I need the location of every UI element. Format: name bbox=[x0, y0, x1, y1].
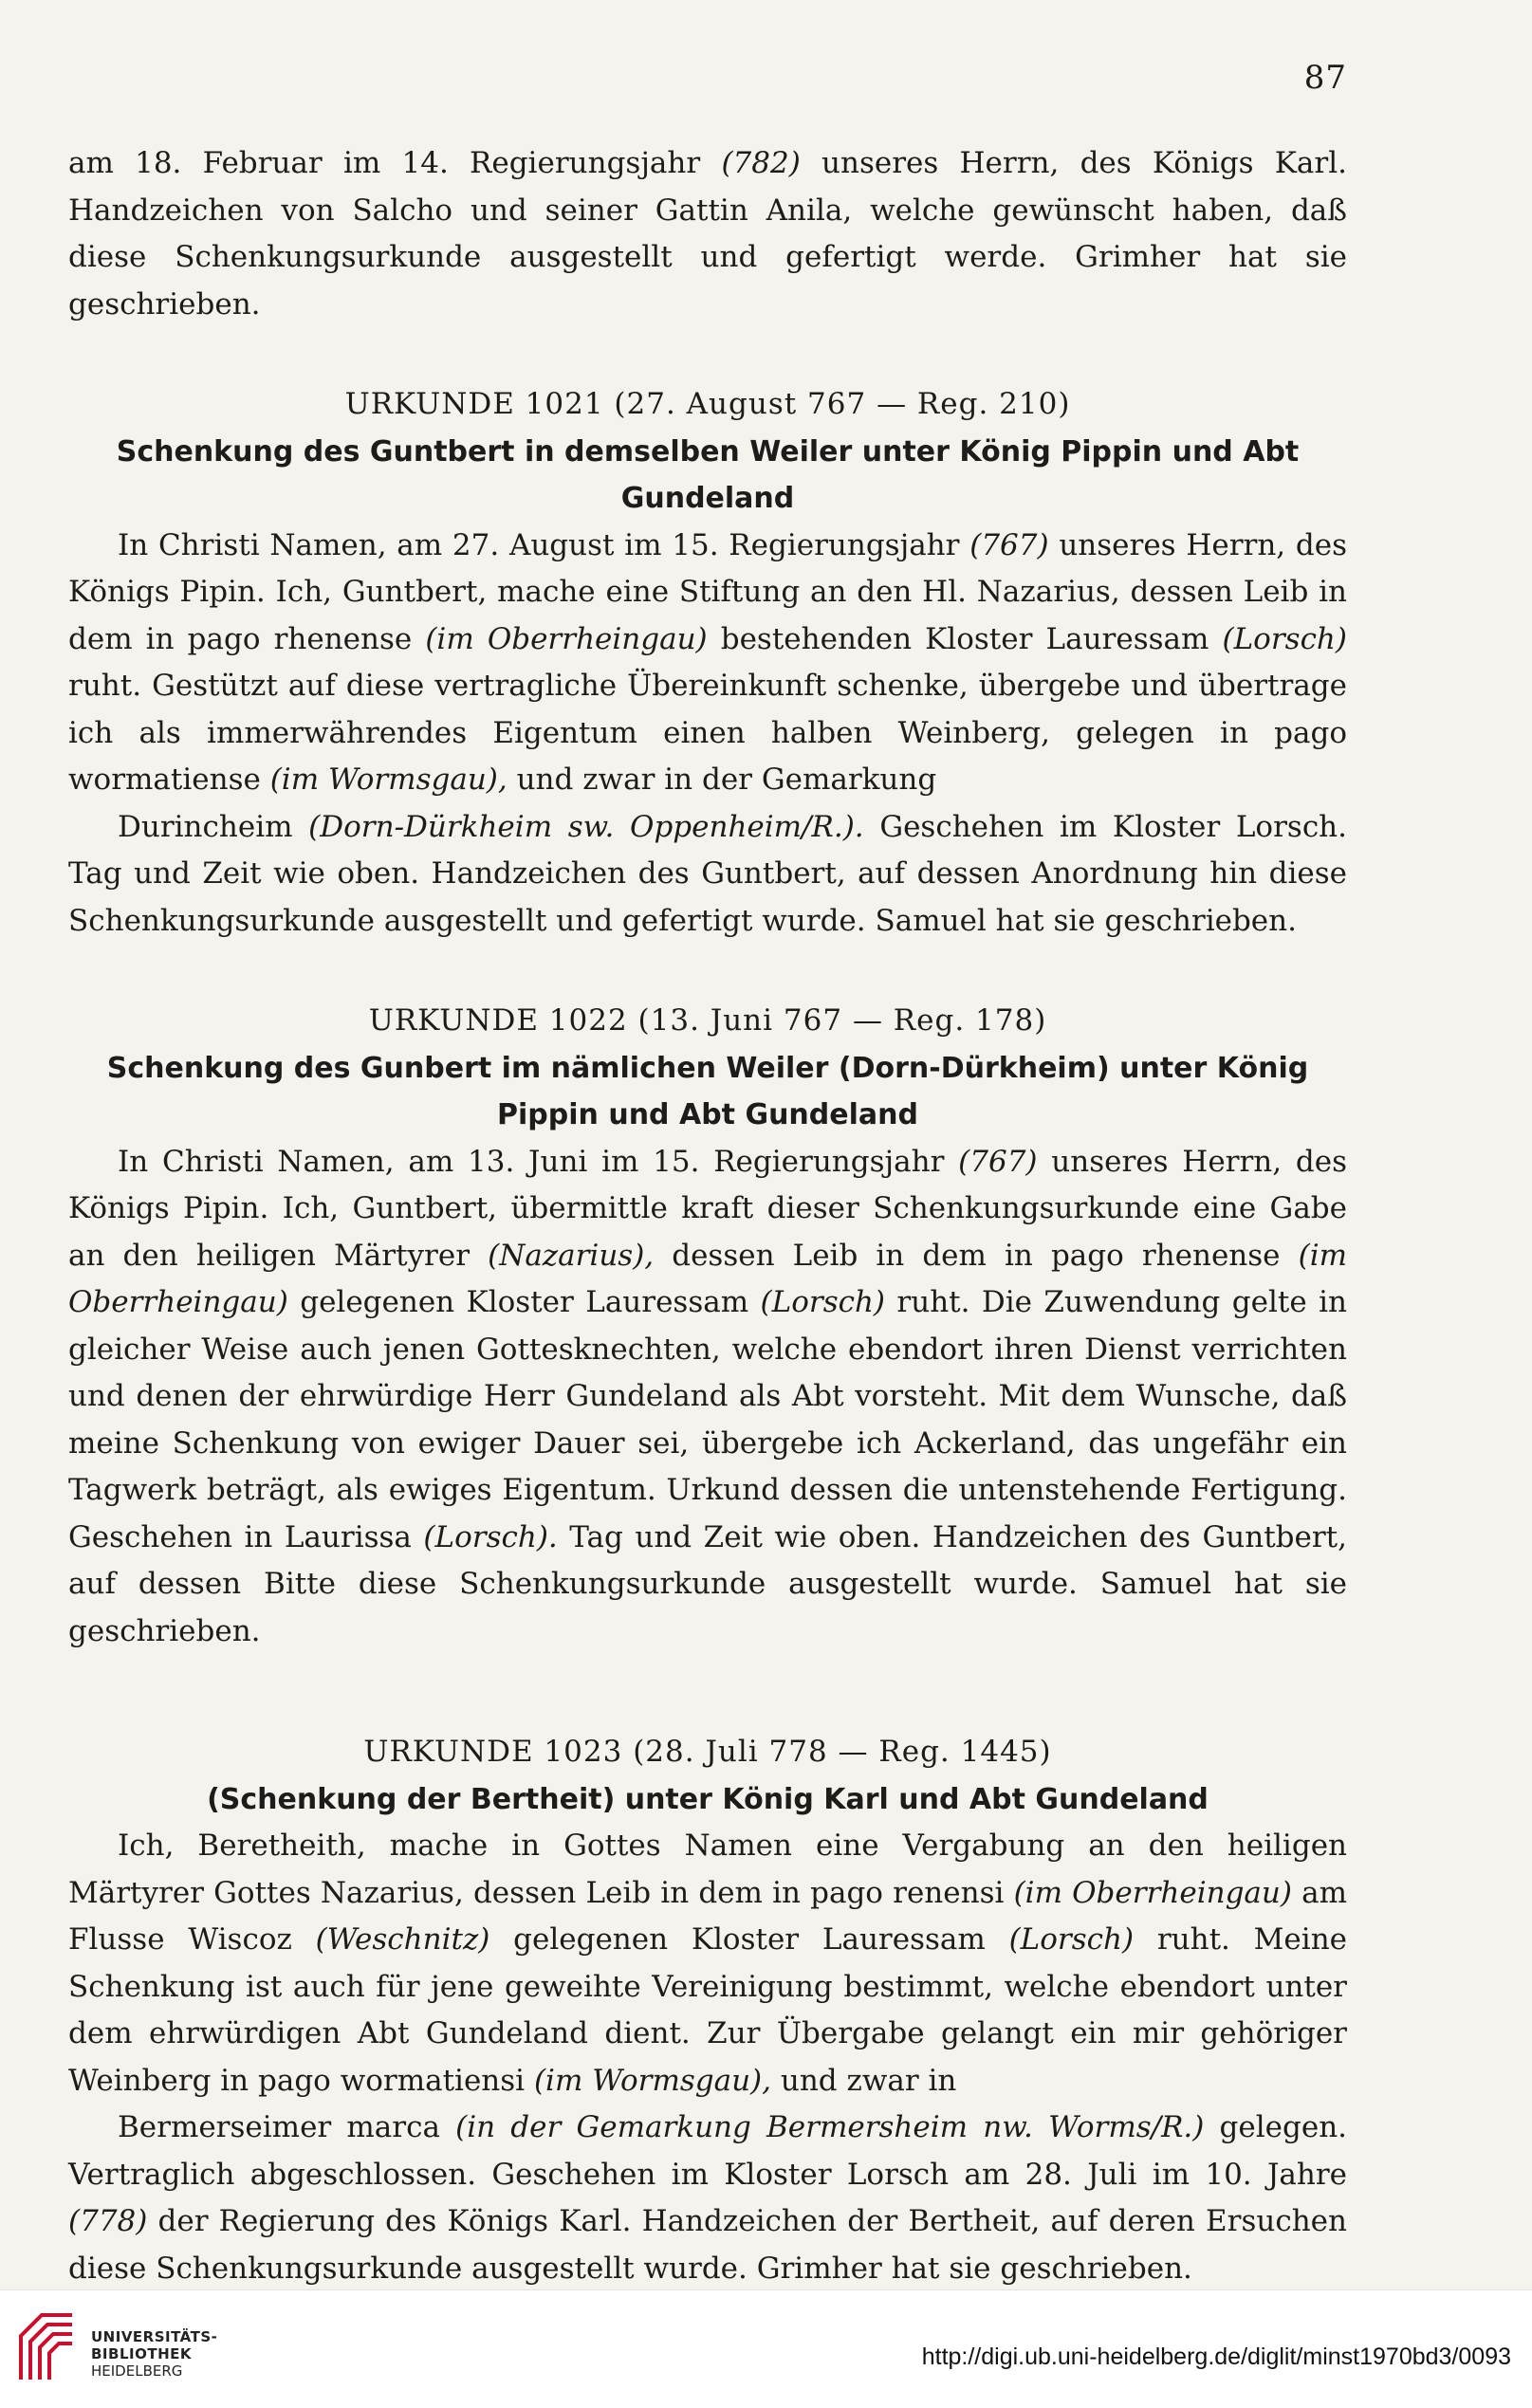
italic-annotation: (im Oberrheingau) bbox=[68, 1238, 1347, 1319]
italic-annotation: (Lorsch) bbox=[1222, 621, 1347, 656]
italic-annotation: (778) bbox=[68, 2204, 148, 2238]
text-run: gelegen. Vertraglich abgeschlossen. Geschehen im Kloster Lorsch am 28. Juli im 10. Jahre bbox=[68, 2110, 1348, 2192]
document-heading: URKUNDE 1021 (27. August 767 — Reg. 210) bbox=[344, 387, 1071, 421]
document-title: (Schenkung der Bertheit) unter König Karl und Abt Gundeland bbox=[207, 1782, 1209, 1816]
text-run: In Christi Namen, am 13. Juni im 15. Regierungsjahr bbox=[118, 1144, 959, 1179]
italic-annotation: (in der Gemarkung Bermersheim nw. Worms/R.) bbox=[455, 2110, 1205, 2144]
paragraph bbox=[68, 2105, 1347, 2292]
italic-annotation: (im Wormsgau), bbox=[533, 2063, 771, 2098]
italic-annotation: (Nazarius), bbox=[488, 1238, 655, 1273]
text-run: gelegenen Kloster Lauressam bbox=[287, 1285, 761, 1319]
document-body bbox=[68, 140, 1347, 2292]
text-run: Tag und Zeit wie oben. Handzeichen des Guntbert, auf dessen Bitte diese Schenkungsurkunde ausgestellt wurde. Samuel hat sie geschrieben. bbox=[68, 1519, 1347, 1648]
italic-annotation: (Lorsch) bbox=[760, 1285, 886, 1319]
text-run: ruht. Gestützt auf diese vertragliche Übereinkunft schenke, übergebe und übertrage ich als immerwährendes Eigentum einen halben Weinberg, gelegen in pago wormatiense bbox=[68, 669, 1347, 797]
library-name-line: UNIVERSITÄTS- bbox=[91, 2328, 218, 2345]
document-title: Schenkung des Gunbert im nämlichen Weiler (Dorn-Dürkheim) unter König Pippin und Abt Gundeland bbox=[106, 1051, 1309, 1131]
text-run: am 18. Februar im 14. Regierungsjahr bbox=[68, 146, 722, 180]
text-run: Bermerseimer marca bbox=[118, 2110, 456, 2144]
italic-annotation: (Lorsch) bbox=[1008, 1922, 1135, 1957]
document-page bbox=[68, 0, 1347, 2407]
text-run: unseres Herrn, des Königs Pipin. Ich, Guntbert, übermittle kraft dieser Schenkungsurkunde eine Gabe an den heiligen Märtyrer bbox=[68, 1144, 1347, 1273]
library-name-line: HEIDELBERG bbox=[91, 2362, 183, 2380]
paragraph bbox=[68, 523, 1347, 804]
text-run: gelegenen Kloster Lauressam bbox=[489, 1922, 1009, 1957]
text-run: ruht. Meine Schenkung ist auch für jene geweihte Vereinigung bestimmt, welche ebendort unter dem ehrwürdigen Abt Gundeland dient. Zur Übergabe gelangt ein mir gehöriger Weinberg in pago wormatiensi bbox=[68, 1922, 1347, 2098]
document-heading: URKUNDE 1022 (13. Juni 767 — Reg. 178) bbox=[368, 1003, 1047, 1038]
library-logo-icon[interactable] bbox=[13, 2307, 80, 2383]
text-run: Durincheim bbox=[118, 809, 309, 844]
source-url-link[interactable]: http://digi.ub.uni-heidelberg.de/diglit/minst1970bd3/0093 bbox=[921, 2344, 1511, 2370]
text-run: der Regierung des Königs Karl. Handzeichen der Bertheit, auf deren Ersuchen diese Schenkungsurkunde ausgestellt wurde. Grimher hat sie geschrieben. bbox=[68, 2204, 1347, 2286]
italic-annotation: (767) bbox=[969, 527, 1049, 562]
text-run: Geschehen im Kloster Lorsch. Tag und Zeit wie oben. Handzeichen des Guntbert, auf dessen Anordnung hin diese Schenkungsurkunde ausgestellt und gefertigt wurde. Samuel hat sie geschrieben. bbox=[68, 809, 1347, 938]
italic-annotation: (782) bbox=[721, 146, 801, 180]
text-run: unseres Herrn, des Königs Karl. Handzeichen von Salcho und seiner Gattin Anila, welche gewünscht haben, daß diese Schenkungsurkunde ausgestellt und gefertigt werde. Grimher hat sie geschrieben. bbox=[68, 146, 1347, 322]
text-run: und zwar in der Gemarkung bbox=[507, 763, 937, 797]
text-run: ruht. Die Zuwendung gelte in gleicher Weise auch jenen Gottesknechten, welche ebendort ihren Dienst verrichten und denen der ehrwürdige Herr Gundeland als Abt vorsteht. Mit dem Wunsche, daß meine Schenkung von ewiger Dauer sei, übergebe ich Ackerland, das ungefähr ein Tagwerk beträgt, als ewiges Eigentum. Urkund dessen die untenstehende Fertigung. Geschehen in Laurissa bbox=[68, 1285, 1347, 1554]
paragraph bbox=[68, 804, 1347, 946]
library-footer bbox=[0, 2289, 1532, 2408]
document-title: Schenkung des Guntbert in demselben Weiler unter König Pippin und Abt Gundeland bbox=[116, 434, 1300, 515]
italic-annotation: (im Oberrheingau) bbox=[425, 621, 708, 656]
italic-annotation: (Weschnitz) bbox=[315, 1922, 490, 1957]
library-name-line: BIBLIOTHEK bbox=[91, 2345, 192, 2362]
paragraph bbox=[68, 1823, 1347, 2105]
italic-annotation: (Dorn-Dürkheim sw. Oppenheim/R.). bbox=[308, 809, 864, 844]
italic-annotation: (767) bbox=[958, 1144, 1038, 1179]
italic-annotation: (im Wormsgau), bbox=[269, 763, 508, 797]
text-run: Ich, Beretheith, mache in Gottes Namen eine Vergabung an den heiligen Märtyrer Gottes Nazarius, dessen Leib in dem in pago renensi bbox=[68, 1829, 1347, 1910]
paragraph bbox=[68, 1139, 1347, 1656]
text-run: und zwar in bbox=[771, 2063, 957, 2098]
italic-annotation: (Lorsch). bbox=[423, 1519, 558, 1554]
library-name bbox=[91, 2328, 217, 2380]
italic-annotation: (im Oberrheingau) bbox=[1013, 1875, 1292, 1910]
text-run: am Flusse Wiscoz bbox=[68, 1875, 1348, 1957]
text-run: bestehenden Kloster Lauressam bbox=[707, 621, 1223, 656]
document-heading: URKUNDE 1023 (28. Juli 778 — Reg. 1445) bbox=[363, 1735, 1052, 1769]
text-run: dessen Leib in dem in pago rhenense bbox=[654, 1238, 1299, 1273]
text-run: unseres Herrn, des Königs Pipin. Ich, Guntbert, mache eine Stiftung an den Hl. Nazarius, dessen Leib in dem in pago rhenense bbox=[68, 527, 1347, 656]
page-number: 87 bbox=[1303, 59, 1347, 97]
text-run: In Christi Namen, am 27. August im 15. Regierungsjahr bbox=[118, 527, 970, 562]
paragraph bbox=[68, 140, 1347, 328]
